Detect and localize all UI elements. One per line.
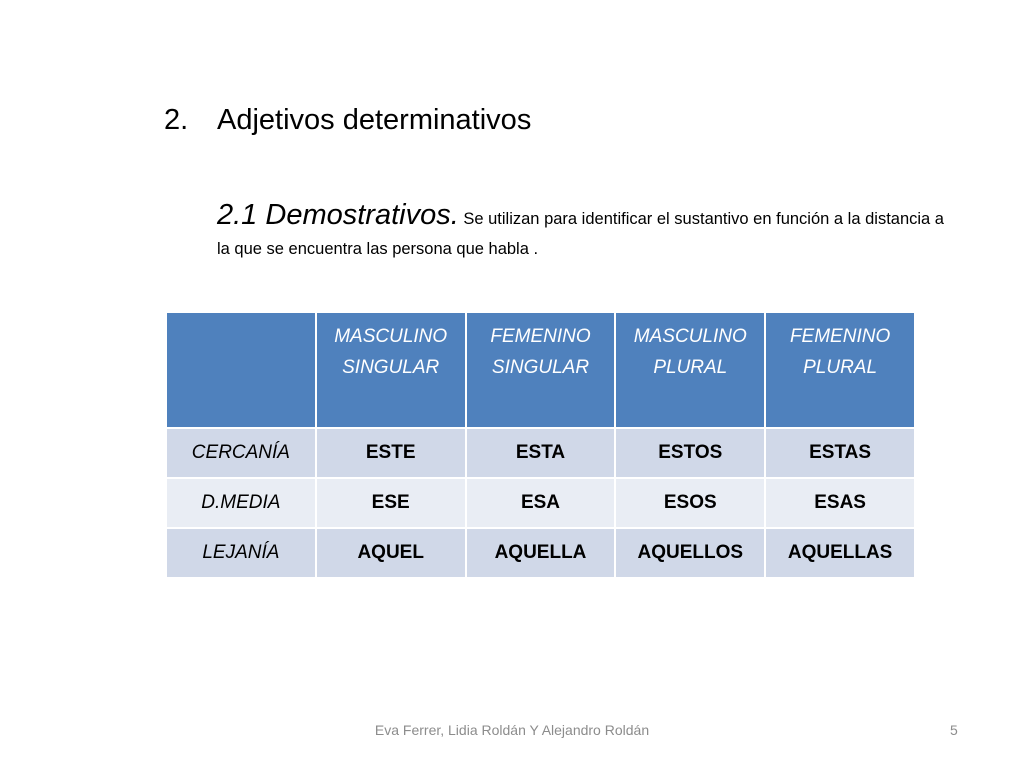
table-header-row xyxy=(166,312,915,428)
table-cell: ESTE xyxy=(316,428,466,478)
table-cell: ESOS xyxy=(615,478,765,528)
table-cell: ESTOS xyxy=(615,428,765,478)
table-row xyxy=(166,428,915,478)
demonstratives-table xyxy=(165,311,916,579)
column-header-femenino-plural: FEMENINO PLURAL xyxy=(765,312,915,428)
heading-text: Adjetivos determinativos xyxy=(217,104,532,136)
column-header-femenino-singular: FEMENINO SINGULAR xyxy=(466,312,616,428)
heading-number: 2. xyxy=(164,104,189,136)
column-header-masculino-plural: MASCULINO PLURAL xyxy=(615,312,765,428)
row-label-cercania: CERCANÍA xyxy=(166,428,316,478)
table-row xyxy=(166,478,915,528)
row-label-d-media: D.MEDIA xyxy=(166,478,316,528)
table-row xyxy=(166,528,915,578)
table-cell: AQUELLAS xyxy=(765,528,915,578)
page-number: 5 xyxy=(950,722,958,738)
table-cell: AQUEL xyxy=(316,528,466,578)
subsection xyxy=(217,200,957,264)
table-cell: AQUELLA xyxy=(466,528,616,578)
table-cell: ESTA xyxy=(466,428,616,478)
slide-footer: Eva Ferrer, Lidia Roldán Y Alejandro Roldán xyxy=(374,722,650,738)
subsection-body: Se utilizan para identificar el sustantivo en función a la distancia a la que se encuentra las persona que habla . xyxy=(217,210,944,258)
table-cell: ESAS xyxy=(765,478,915,528)
table-corner-cell xyxy=(166,312,316,428)
subsection-title: 2.1 Demostrativos. xyxy=(217,199,459,231)
table-cell: AQUELLOS xyxy=(615,528,765,578)
column-header-masculino-singular: MASCULINO SINGULAR xyxy=(316,312,466,428)
row-label-lejania: LEJANÍA xyxy=(166,528,316,578)
table-cell: ESTAS xyxy=(765,428,915,478)
section-heading xyxy=(164,100,531,140)
table-cell: ESE xyxy=(316,478,466,528)
table-cell: ESA xyxy=(466,478,616,528)
